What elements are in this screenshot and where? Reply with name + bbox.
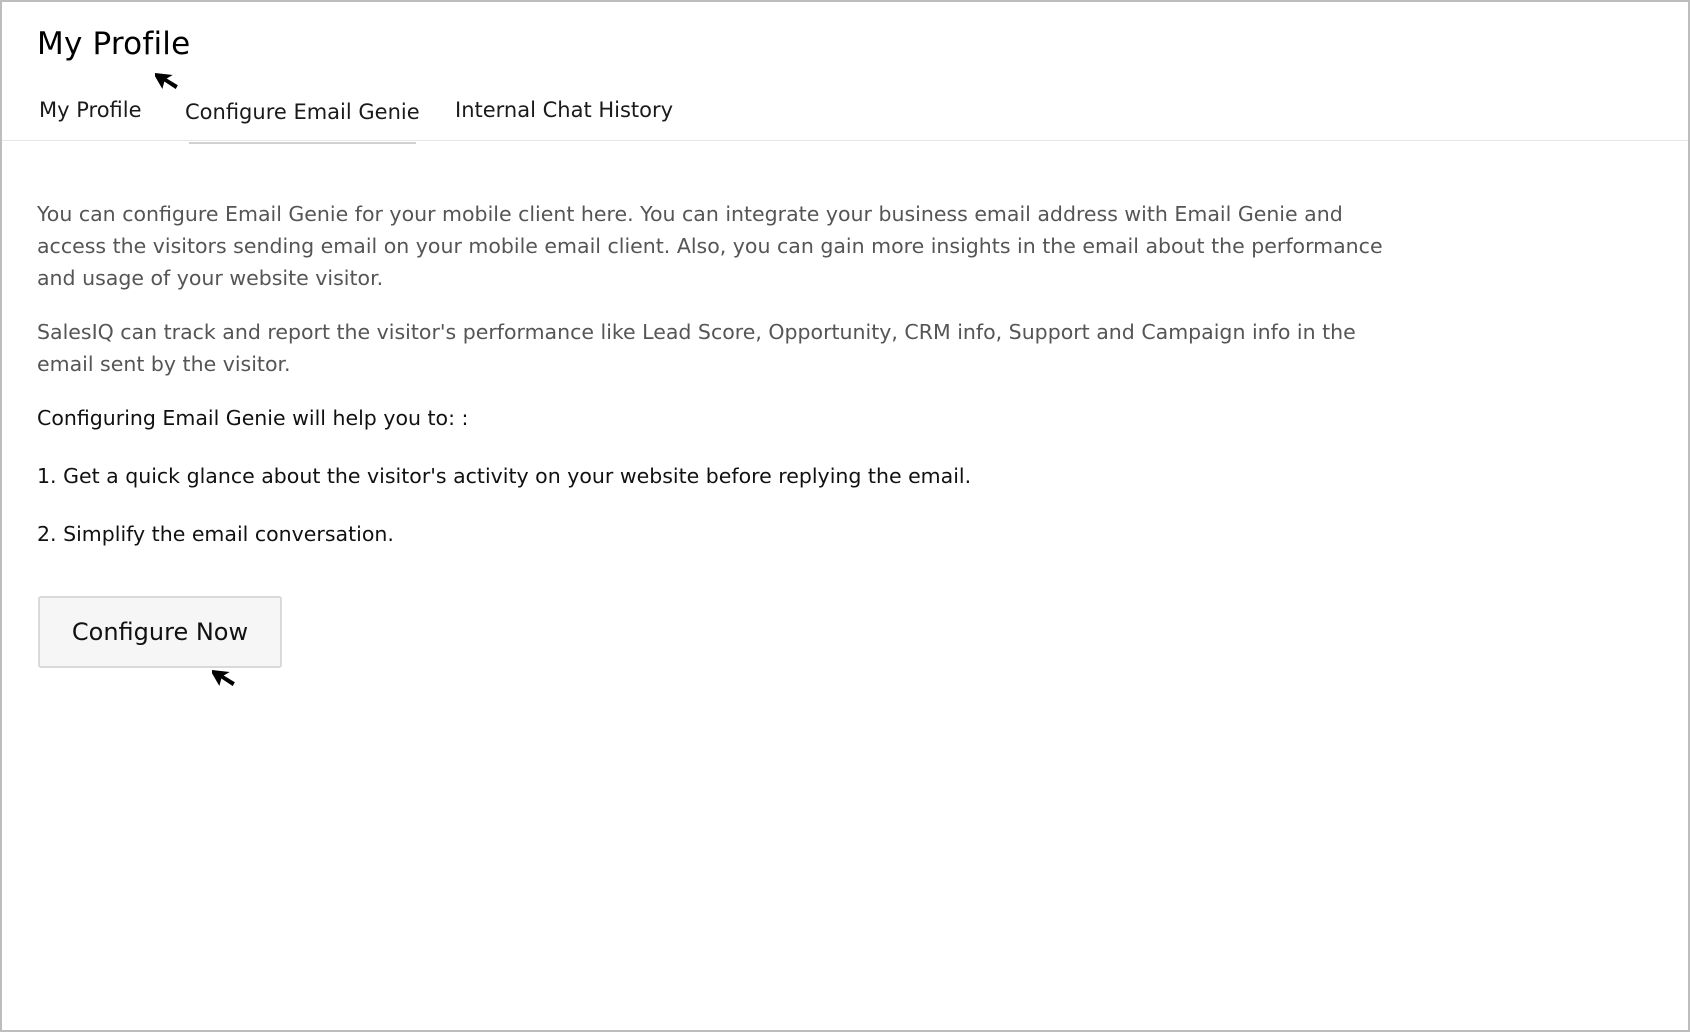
tab-internal-chat-history[interactable]: Internal Chat History (455, 98, 674, 122)
description-paragraph: You can configure Email Genie for your mobile client here. You can integrate your business email address with Email Genie and access the visitors sending email on your mobile email client. Also, you can gain more insights in the email about the performance and usage of your website visitor. (37, 202, 1383, 290)
configure-now-button[interactable]: Configure Now (38, 596, 282, 668)
tab-my-profile[interactable]: My Profile (39, 98, 142, 122)
tab-bar (2, 92, 1688, 141)
list-item: 2. Simplify the email conversation. (37, 522, 394, 546)
mouse-pointer-icon (212, 659, 240, 693)
tab-configure-email-genie[interactable]: Configure Email Genie (185, 100, 420, 124)
list-item: 1. Get a quick glance about the visitor's activity on your website before replying the email. (37, 464, 972, 488)
page-title: My Profile (37, 26, 191, 62)
mouse-pointer-icon (155, 62, 183, 96)
tracking-paragraph: SalesIQ can track and report the visitor's performance like Lead Score, Opportunity, CRM info, Support and Campaign info in the email sent by the visitor. (37, 320, 1356, 376)
email-genie-content (37, 198, 1417, 550)
benefits-intro: Configuring Email Genie will help you to: : (37, 406, 469, 430)
